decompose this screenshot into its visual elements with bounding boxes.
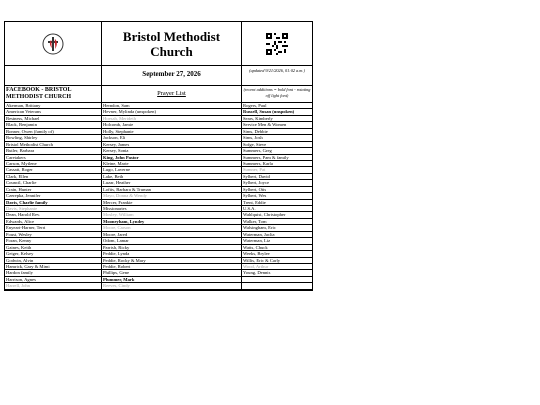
prayer-list-name: Black, Benjamin: [5, 122, 101, 128]
prayer-list-name: Jackson, Eli: [102, 135, 241, 141]
prayer-list-name: Peddie, Lynda: [102, 251, 241, 257]
prayer-list-name: Davis, Stephanie: [5, 206, 101, 212]
prayer-list-heading: Prayer List: [102, 86, 242, 102]
prayer-list-name: Trent, Eddie: [242, 200, 312, 206]
church-title: [102, 22, 242, 65]
prayer-list-name: Rogers, Paul: [242, 103, 312, 109]
prayer-list-name: Summers, Greg: [242, 148, 312, 154]
qr-code-icon[interactable]: [266, 33, 288, 55]
prayer-list-sheet: [4, 21, 313, 291]
church-logo: [5, 22, 102, 65]
prayer-list-name: Young, Dennis: [242, 270, 312, 276]
prayer-list-name: Parrish, Ricky: [102, 245, 241, 251]
prayer-list-name: Watts, Chuck: [242, 245, 312, 251]
sheet-header: [5, 22, 312, 66]
prayer-list-name: Sears, Kimberly: [242, 116, 312, 122]
names-grid: [5, 103, 312, 290]
prayer-list-name: Geiger, Kelsey: [5, 251, 101, 257]
font-legend-note: (recent additions = bold font - rotating off light font): [243, 87, 311, 98]
prayer-list-name: Dean, Harold Rev.: [5, 212, 101, 218]
prayer-list-name: Sims, Debbie: [242, 129, 312, 135]
prayer-list-name: Holcomb, Jamie: [102, 122, 241, 128]
prayer-list-name: Lake, Beth: [102, 174, 241, 180]
prayer-list-name: Bestness, Michael: [5, 116, 101, 122]
prayer-list-name: Peddie, Robert: [102, 264, 241, 270]
updated-note: (updated 9/21/2026, 01:02 a.m.): [249, 68, 305, 73]
prayer-list-name: King, John Pastor: [102, 155, 241, 161]
names-column-3: [242, 103, 312, 290]
prayer-list-name: Summers, Pam & family: [242, 155, 312, 161]
prayer-list-name: Reeves, Cindy: [102, 283, 241, 289]
prayer-list-name: Waterman, Liz: [242, 238, 312, 244]
prayer-list-name: Moore, Jared: [102, 232, 241, 238]
prayer-list-name: Bonner, Owen (family of): [5, 129, 101, 135]
prayer-list-name: Kersey, James: [102, 142, 241, 148]
prayer-list-name: Mosley, William: [102, 212, 241, 218]
prayer-list-name: Carson, Mytlene: [5, 161, 101, 167]
date-row-spacer: [5, 66, 102, 85]
date-row: [5, 66, 312, 86]
cross-and-flame-icon: [42, 33, 64, 55]
prayer-list-name: Waterman, Jaclia: [242, 232, 312, 238]
prayer-list-name: Lugo, Laverne: [102, 167, 241, 173]
prayer-list-name: Akerman, Brittany: [5, 103, 101, 109]
prayer-list-name: Gaines, Keith: [5, 245, 101, 251]
prayer-list-name: Sylbert, Wes: [242, 193, 312, 199]
prayer-list-name: Mayo, Donna & Wendy: [102, 193, 241, 199]
prayer-list-name: Clark, Ellen: [5, 174, 101, 180]
title-line-1: Bristol Methodist: [122, 28, 221, 44]
prayer-list-name: Sumner, Pat: [242, 167, 312, 173]
service-date: September 27, 2026: [102, 66, 242, 85]
prayer-list-name: Russell, Susan (unspoken): [242, 109, 312, 115]
prayer-list-name: Peddie, Rocky & Mary: [102, 258, 241, 264]
section-header-row: [5, 86, 312, 103]
prayer-list-name: Summers, Karla: [242, 161, 312, 167]
prayer-list-name: Hardon family: [5, 270, 101, 276]
prayer-list-name: Willis, Eric & Carly: [242, 258, 312, 264]
prayer-list-name: Holly, Stephanie: [102, 129, 241, 135]
prayer-list-name: Weeks, Brylee: [242, 251, 312, 257]
prayer-list-name: Foran, Kenny: [5, 238, 101, 244]
prayer-list-name: Sofge, Steve: [242, 142, 312, 148]
prayer-list-name: Hevner, Mylinda (unspoken): [102, 109, 241, 115]
prayer-list-name: Foust, Wesley: [5, 232, 101, 238]
prayer-list-name: Luzar, Heather: [102, 180, 241, 186]
prayer-list-name: Cassatt, Roger: [5, 167, 101, 173]
prayer-list-name: Sylbert, David: [242, 174, 312, 180]
qr-cell: [242, 22, 312, 65]
prayer-list-name: Sims, Josh: [242, 135, 312, 141]
prayer-list-name: Moore, Carson: [102, 225, 241, 231]
prayer-list-name: Walsingham, Eric: [242, 225, 312, 231]
prayer-list-name: Bowling, Shirley: [5, 135, 101, 141]
prayer-list-name: Butler, Barbara: [5, 148, 101, 154]
prayer-list-name: Mercer, Frankie: [102, 200, 241, 206]
prayer-list-name: Wahlquist, Christopher: [242, 212, 312, 218]
facebook-link[interactable]: FACEBOOK - BRISTOL METHODIST CHURCH: [5, 86, 102, 102]
title-line-2: Church: [150, 43, 193, 59]
prayer-list-name: Enyeart-Harner, Terri: [5, 225, 101, 231]
prayer-list-name: Sylbert, Joyce: [242, 180, 312, 186]
prayer-list-name: Wood, Arthur: [242, 264, 312, 270]
prayer-list-name: American Veterans: [5, 109, 101, 115]
prayer-list-name: Odom, Lamar: [102, 238, 241, 244]
prayer-list-name: Sylbert, Otis: [242, 187, 312, 193]
prayer-list-name: Czerepka, Jennifer: [5, 193, 101, 199]
prayer-list-name: Caretakers: [5, 155, 101, 161]
prayer-list-name: Phillips, Gene: [102, 270, 241, 276]
names-column-1: [5, 103, 102, 290]
prayer-list-name: Herndon, Sam: [102, 103, 241, 109]
prayer-list-name: Edwards, Alice: [5, 219, 101, 225]
prayer-list-name: Hoesah, Merideth: [102, 116, 241, 122]
prayer-list-name: Walker, Tom: [242, 219, 312, 225]
prayer-list-name: Harrison, Agnes: [5, 277, 101, 283]
prayer-list-name: Harrell, John: [5, 283, 101, 289]
prayer-list-name: Kersey, Sonia: [102, 148, 241, 154]
prayer-list-name: Crain, Hunter: [5, 187, 101, 193]
prayer-list-name: Bristol Methodist Church: [5, 142, 101, 148]
names-column-2: [102, 103, 242, 290]
prayer-list-name: Missionaries: [102, 206, 241, 212]
prayer-list-name: Hamrick, Gary & Mimi: [5, 264, 101, 270]
prayer-list-name: Kleine, Marie: [102, 161, 241, 167]
prayer-list-name: Davis, Charlie family: [5, 200, 101, 206]
prayer-list-name: U.S.A.: [242, 206, 312, 212]
prayer-list-name: [242, 283, 312, 289]
prayer-list-name: Plummer, Mark: [102, 277, 241, 283]
prayer-list-name: Council, Charlie: [5, 180, 101, 186]
prayer-list-name: Service Men & Women: [242, 122, 312, 128]
prayer-list-name: Godwin, Alvin: [5, 258, 101, 264]
prayer-list-name: Loftis, Barbara & Truman: [102, 187, 241, 193]
prayer-list-name: Mooneyham, Lyndey: [102, 219, 241, 225]
